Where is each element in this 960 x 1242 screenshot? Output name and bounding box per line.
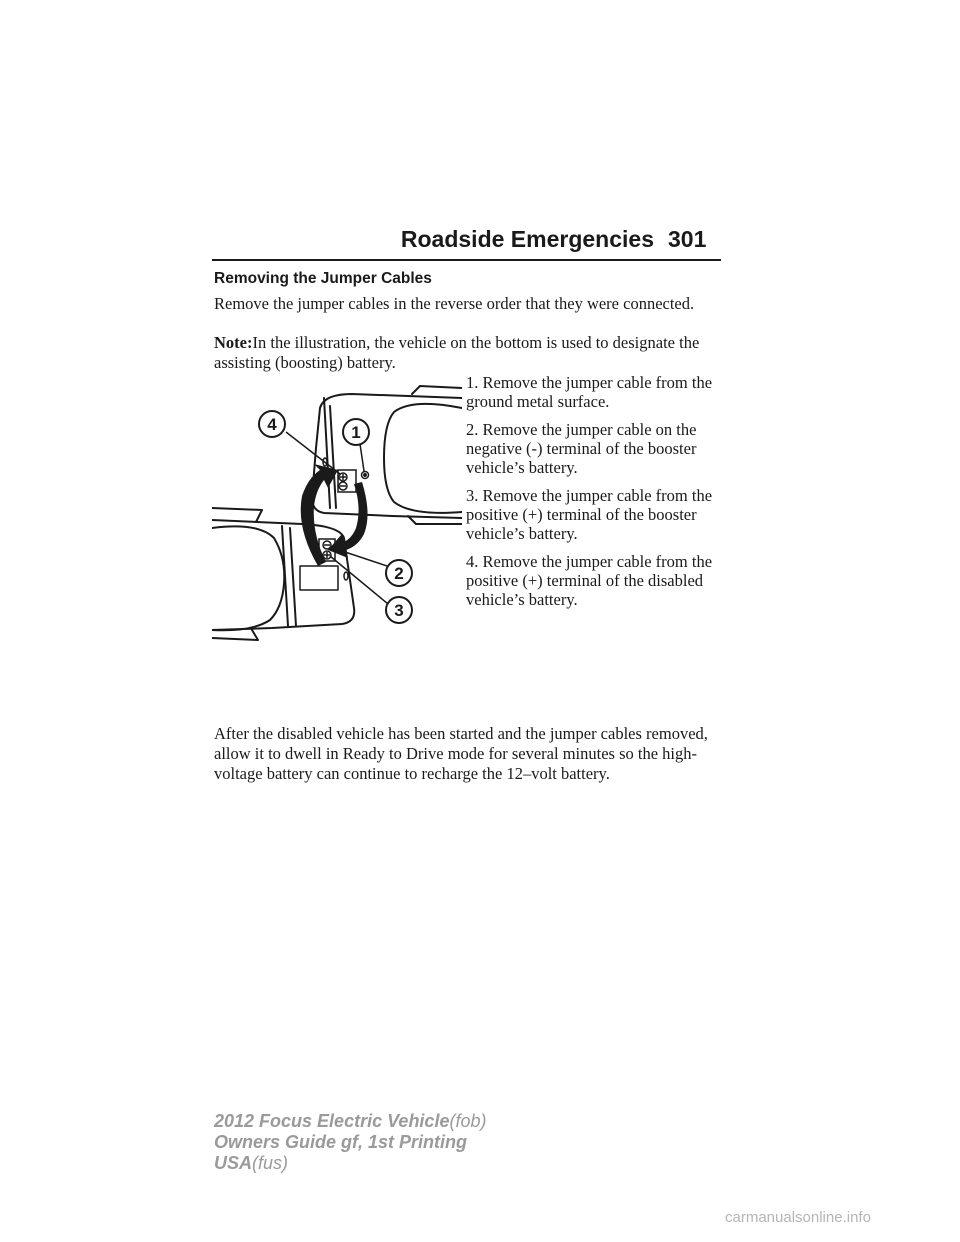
page-number: 301: [668, 226, 707, 252]
intro-paragraph: Remove the jumper cables in the reverse order that they were connected.: [214, 294, 695, 313]
callout-3-label: 3: [394, 601, 404, 620]
note-text: In the illustration, the vehicle on the bottom is used to designate the assisting (boosting) battery.: [214, 333, 700, 372]
bottom-vehicle-mirror-lower: [212, 630, 258, 640]
section-heading: Removing the Jumper Cables: [214, 270, 432, 287]
footer-line-1: [214, 1111, 486, 1132]
header-divider: [212, 259, 721, 261]
footer-market-code: (fus): [252, 1153, 289, 1173]
callout-1-label: 1: [351, 423, 361, 442]
top-vehicle-mirror: [412, 386, 462, 394]
footer-model-code: (fob): [449, 1111, 487, 1131]
top-vehicle-windshield: [384, 404, 462, 513]
footer-line-2: Owners Guide gf, 1st Printing: [214, 1132, 468, 1152]
list-item: 3. Remove the jumper cable from the positive (+) terminal of the booster vehicle’s battery.: [466, 486, 713, 543]
bottom-vehicle-plate: [300, 566, 338, 590]
bottom-vehicle-windshield: [212, 526, 284, 630]
watermark: carmanualsonline.info: [725, 1209, 871, 1226]
after-removal-paragraph: After the disabled vehicle has been started and the jumper cables removed, allow it to dwell in Ready to Drive mode for several minutes so the high-voltage battery can continue to recharge the 12–volt battery.: [214, 724, 708, 783]
chapter-title: Roadside Emergencies: [400, 226, 654, 252]
document-footer: [214, 1111, 486, 1174]
note-paragraph: [214, 333, 724, 373]
list-item: 2. Remove the jumper cable on the negative (-) terminal of the booster vehicle’s battery.: [466, 420, 697, 477]
footer-line-3: [214, 1153, 486, 1174]
footer-market: USA: [214, 1153, 253, 1173]
callout-2-label: 2: [394, 564, 404, 583]
jumper-cable-illustration: [212, 378, 462, 660]
removal-steps-list: [466, 373, 724, 618]
note-label: Note:: [214, 333, 253, 352]
callout-4-label: 4: [267, 415, 277, 434]
list-item: 1. Remove the jumper cable from the ground metal surface.: [466, 373, 713, 411]
footer-model: 2012 Focus Electric Vehicle: [214, 1111, 450, 1131]
vehicles-diagram: [212, 378, 462, 660]
downward-arrow-icon: [328, 482, 368, 558]
list-item: 4. Remove the jumper cable from the positive (+) terminal of the disabled vehicle’s battery.: [466, 552, 713, 609]
